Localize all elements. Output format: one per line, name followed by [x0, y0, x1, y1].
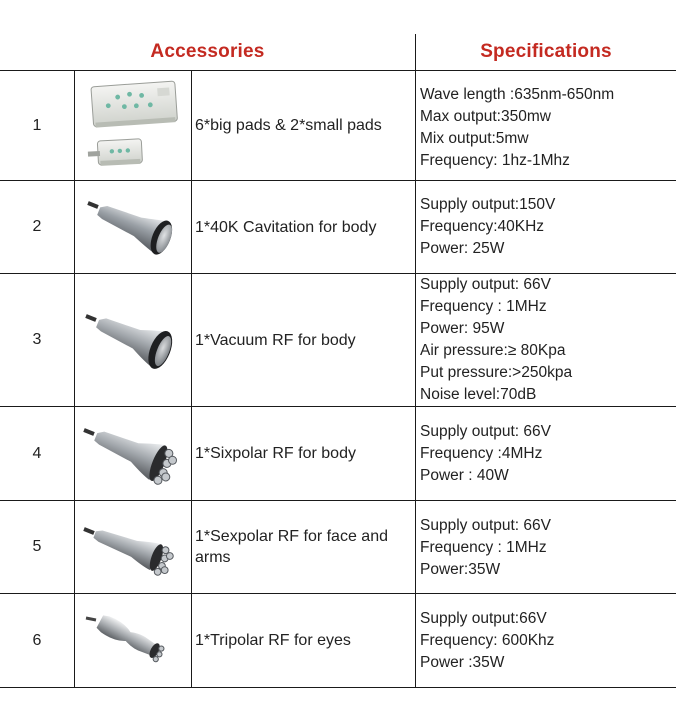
accessory-name: 1*Vacuum RF for body: [195, 331, 356, 349]
spec-line: Power : 40W: [420, 467, 509, 484]
header-accessories: Accessories: [150, 41, 265, 62]
spec-line: Max output:350mw: [420, 107, 551, 125]
accessory-name: 1*40K Cavitation for body: [195, 218, 377, 236]
row-number: 3: [32, 331, 42, 348]
spec-line: Frequency:40KHz: [420, 218, 545, 235]
tripolar-probe-icon: [78, 598, 188, 682]
spec-line: Power: 25W: [420, 240, 505, 257]
divider: [191, 70, 192, 687]
spec-line: Wave length :635nm-650nm: [420, 85, 615, 103]
accessory-name: 1*Sexpolar RF for face and arms: [195, 528, 388, 566]
divider: [74, 70, 75, 687]
spec-line: Supply output: 66V: [420, 423, 551, 440]
row-number: 5: [32, 538, 42, 555]
divider: [0, 687, 676, 688]
vacuum-rf-probe-icon: [78, 294, 188, 386]
spec-line: Supply output: 66V: [420, 517, 551, 534]
spec-line: Frequency :4MHz: [420, 445, 543, 462]
spec-line: Air pressure:≥ 80Kpa: [420, 342, 566, 359]
spec-line: Frequency: 600Khz: [420, 632, 555, 649]
spec-line: Frequency: 1hz-1Mhz: [420, 151, 570, 169]
accessory-name: 1*Tripolar RF for eyes: [195, 632, 351, 649]
divider: [415, 34, 416, 687]
accessory-name: 6*big pads & 2*small pads: [195, 117, 382, 134]
spec-list: [420, 410, 672, 498]
spec-line: Put pressure:>250kpa: [420, 364, 573, 381]
header-specifications: Specifications: [480, 41, 612, 62]
spec-line: Supply output: 66V: [420, 276, 551, 293]
spec-list: [420, 274, 672, 406]
spec-line: Supply output:66V: [420, 610, 547, 627]
spec-line: Supply output:150V: [420, 196, 556, 213]
row-number: 2: [32, 218, 42, 235]
sixpolar-probe-icon: [78, 412, 188, 496]
spec-list: [420, 504, 672, 592]
spec-line: Frequency : 1MHz: [420, 539, 547, 556]
row-number: 1: [32, 116, 42, 134]
row-number: 4: [32, 444, 42, 462]
spec-line: Power: 95W: [420, 320, 505, 337]
sexpolar-probe-icon: [78, 505, 188, 589]
accessory-name: 1*Sixpolar RF for body: [195, 445, 356, 462]
spec-list: [420, 183, 672, 271]
spec-line: Noise level:70dB: [420, 386, 537, 403]
row-number: 6: [32, 631, 42, 649]
spec-line: Frequency : 1MHz: [420, 298, 547, 315]
cavitation-probe-icon: [78, 185, 188, 269]
spec-list: [420, 80, 672, 175]
spec-line: Power :35W: [420, 654, 505, 671]
spec-line: Mix output:5mw: [420, 129, 529, 147]
spec-line: Power:35W: [420, 561, 501, 578]
spec-list: [420, 597, 672, 685]
pads-icon: [78, 76, 188, 176]
